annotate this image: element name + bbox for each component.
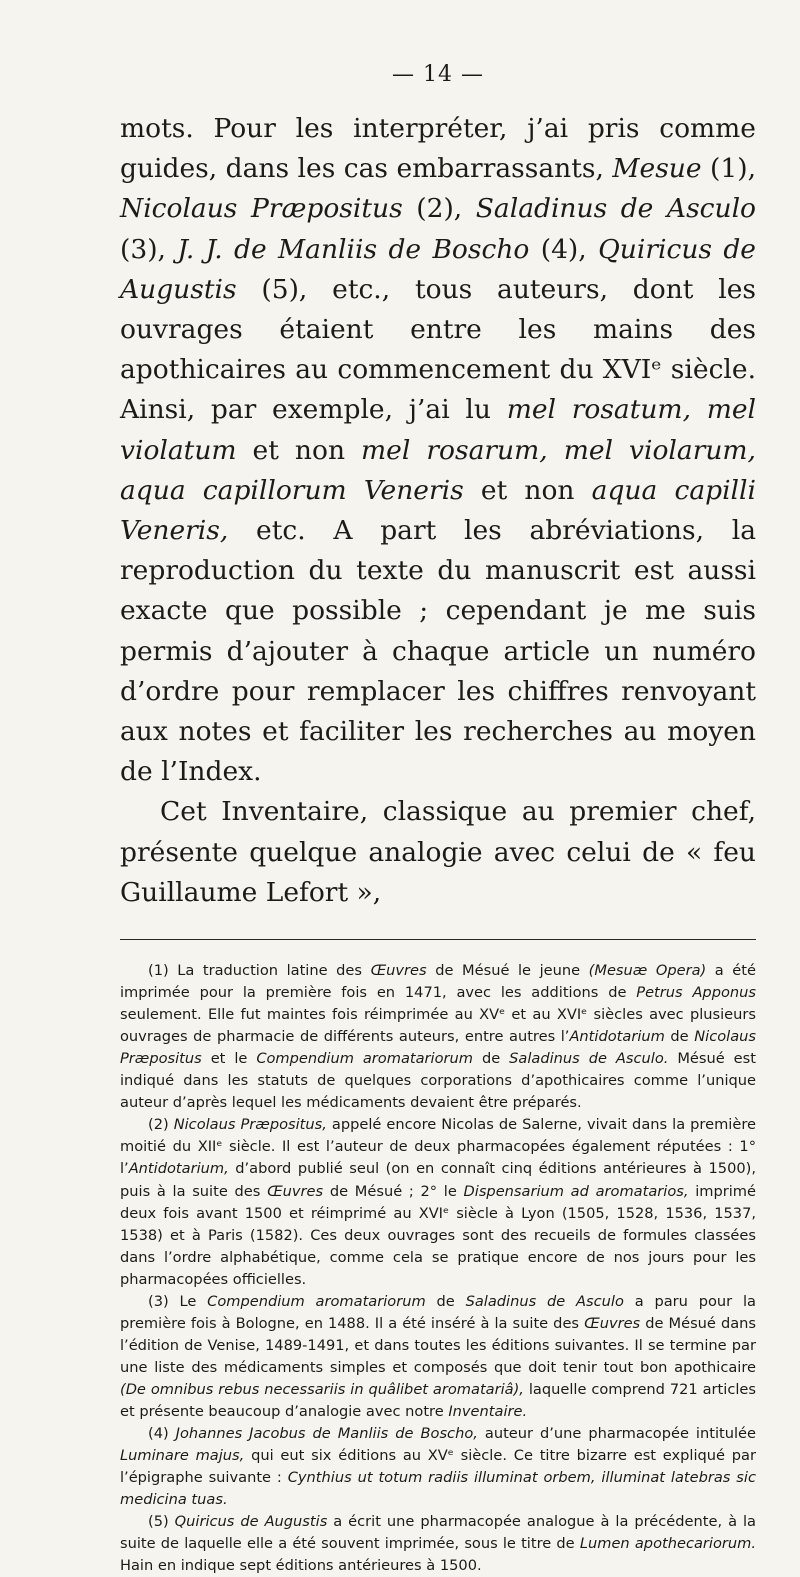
main-text bbox=[120, 109, 756, 913]
footnote-3 bbox=[120, 1291, 756, 1423]
italic-text: Lumen apothecariorum. bbox=[579, 1535, 757, 1553]
text-run: d’abord publié seul (on en connaît cinq éditions antérieures à 1500), puis à la suite des bbox=[120, 1160, 756, 1200]
footnote-1 bbox=[120, 960, 756, 1114]
text-run: et non bbox=[236, 434, 362, 466]
italic-text: Antidotarium bbox=[569, 1028, 665, 1046]
text-run: imprimé deux fois avant 1500 et réimprimé au XVIᵉ siècle à Lyon (1505, 1528, 1536, 1537, 1538) et à Paris (1582). Ces deux ouvrages sont des recueils de formules classées dans l’ordre alphabétique, comme cela se pratique encore de nos jours pour les pharmacopées officielles. bbox=[120, 1182, 756, 1288]
text-run: etc. A part les abréviations, la reproduction du texte du manuscrit est aussi exacte que possible ; cependant je me suis permis d’ajouter à chaque article un numéro d’ordre pour remplacer les chiffres renvoyant aux notes et faciliter les recherches au moyen de l’Index. bbox=[120, 515, 756, 788]
text-run: (1) La traduction latine des bbox=[148, 962, 371, 980]
italic-text: Quiricus de Augustis bbox=[174, 1513, 328, 1531]
italic-text: mel rosatum, mel violatum bbox=[120, 394, 756, 466]
italic-text: (De omnibus rebus necessariis in quâlibet aromatariâ), bbox=[120, 1380, 524, 1398]
text-run: de Mésué dans l’édition de Venise, 1489-1491, et dans toutes les éditions suivantes. Il se termine par une liste des médicaments simples et composés que doit tenir tout bon apothicaire bbox=[120, 1314, 757, 1376]
footnote-2 bbox=[120, 1114, 756, 1290]
text-run: de bbox=[664, 1028, 695, 1046]
italic-text: Compendium aromatariorum bbox=[207, 1292, 426, 1310]
italic-text: Nicolaus Præpositus, bbox=[173, 1116, 327, 1134]
page-number: — 14 — bbox=[392, 62, 484, 87]
italic-text: Saladinus de Asculo bbox=[475, 193, 757, 225]
text-run: mots. Pour les interpréter, j’ai pris comme guides, dans les cas embarrassants, bbox=[120, 113, 756, 185]
text-run: Hain en indique sept éditions antérieures à 1500. bbox=[120, 1557, 482, 1575]
text-run: (2), bbox=[402, 193, 476, 225]
text-run: (3), bbox=[120, 233, 178, 265]
text-run: Cet Inventaire, classique au premier chef, présente quelque analogie avec celui de « feu Guillaume Lefort », bbox=[120, 796, 756, 908]
text-run: auteur d’une pharmacopée intitulée bbox=[477, 1425, 756, 1443]
footnotes bbox=[120, 960, 756, 1577]
italic-text: Œuvres bbox=[584, 1314, 641, 1332]
text-run: (1), bbox=[701, 153, 756, 185]
italic-text: mel rosarum, mel violarum, aqua capillorum Veneris bbox=[120, 434, 756, 506]
italic-text: Luminare majus, bbox=[120, 1447, 245, 1465]
italic-text: Nicolaus Præpositus bbox=[120, 1028, 756, 1068]
text-run: Mésué est indiqué dans les statuts de quelques corporations d’apothicaires comme l’unique auteur d’après lequel les médicaments devaient être préparés. bbox=[120, 1050, 756, 1112]
footnote-4 bbox=[120, 1423, 756, 1511]
paragraph bbox=[120, 109, 756, 792]
text-run: (4), bbox=[529, 233, 599, 265]
text-run: laquelle comprend 721 articles et présente beaucoup d’analogie avec notre bbox=[120, 1380, 756, 1420]
text-run: de bbox=[473, 1050, 510, 1068]
italic-text: Saladinus de Asculo. bbox=[509, 1050, 669, 1068]
paragraph bbox=[120, 792, 756, 913]
text-run: et le bbox=[201, 1050, 257, 1068]
italic-text: Dispensarium ad aromatarios, bbox=[463, 1182, 689, 1200]
italic-text: Cynthius ut totum radiis illuminat orbem, illuminat latebras sic medicina tuas. bbox=[120, 1469, 756, 1509]
footnote-5 bbox=[120, 1511, 756, 1577]
text-run: qui eut six éditions au XVᵉ siècle. Ce titre bizarre est expliqué par l’épigraphe suivante : bbox=[120, 1447, 756, 1487]
italic-text: Inventaire. bbox=[448, 1403, 528, 1420]
italic-text: Saladinus de Asculo bbox=[465, 1292, 624, 1310]
italic-text: Petrus Apponus bbox=[636, 984, 756, 1002]
text-run: (3) Le bbox=[148, 1292, 208, 1310]
text-run: (4) bbox=[148, 1425, 176, 1443]
footnote-rule bbox=[120, 939, 756, 940]
text-run: de bbox=[425, 1292, 466, 1310]
text-run: de Mésué le jeune bbox=[426, 962, 589, 980]
text-run: appelé encore Nicolas de Salerne, vivait dans la première moitié du XIIᵉ siècle. Il est l’auteur de deux pharmacopées également réputées : 1° l’ bbox=[120, 1116, 756, 1178]
text-run: de Mésué ; 2° le bbox=[323, 1182, 464, 1200]
italic-text: Nicolaus Præpositus bbox=[120, 193, 403, 225]
text-run: (2) bbox=[148, 1116, 174, 1134]
italic-text: J. J. de Manliis de Boscho bbox=[177, 233, 530, 265]
italic-text: aqua capilli Veneris, bbox=[120, 474, 756, 547]
text-run: (5), etc., tous auteurs, dont les ouvrages étaient entre les mains des apothicaires au commencement du XVIᵉ siècle. Ainsi, par exemple, j’ai lu bbox=[120, 273, 756, 426]
italic-text: Compendium aromatariorum bbox=[256, 1050, 474, 1068]
text-run: (5) bbox=[148, 1513, 175, 1531]
italic-text: (Mesuæ Opera) bbox=[588, 962, 707, 980]
text-run: seulement. Elle fut maintes fois réimprimée au XVᵉ et au XVIᵉ siècles avec plusieurs ouvrages de pharmacie de différents auteurs, entre autres l’ bbox=[120, 1006, 756, 1046]
italic-text: Antidotarium, bbox=[128, 1160, 229, 1178]
text-run: a écrit une pharmacopée analogue à la précédente, à la suite de laquelle elle a été souvent imprimée, sous le titre de bbox=[120, 1513, 756, 1553]
italic-text: Johannes Jacobus de Manliis de Boscho, bbox=[175, 1425, 478, 1443]
italic-text: Quiricus de Augustis bbox=[120, 233, 756, 305]
italic-text: Mesue bbox=[612, 153, 702, 185]
italic-text: Œuvres bbox=[370, 962, 427, 980]
text-run: a paru pour la première fois à Bologne, en 1488. Il a été inséré à la suite des bbox=[120, 1292, 756, 1332]
italic-text: Œuvres bbox=[267, 1182, 324, 1200]
text-run: et non bbox=[463, 474, 592, 506]
text-run: a été imprimée pour la première fois en 1471, avec les additions de bbox=[120, 962, 756, 1002]
